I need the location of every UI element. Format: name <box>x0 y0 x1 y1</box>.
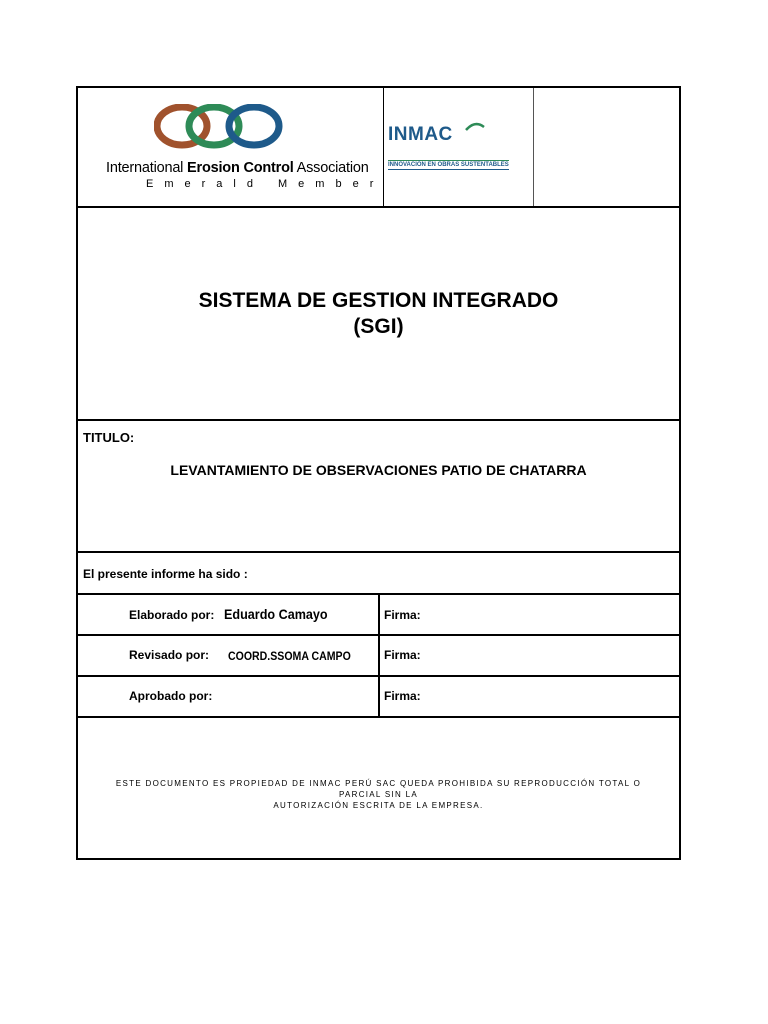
inmac-tagline: INNOVACIÓN EN OBRAS SUSTENTABLES <box>388 162 509 168</box>
header-logos <box>78 88 679 208</box>
row-divider <box>378 636 380 675</box>
ieca-rings-icon <box>154 104 308 150</box>
informe-label: El presente informe ha sido : <box>83 567 248 581</box>
inmac-swoosh-icon <box>464 122 486 132</box>
inmac-wordmark: INMAC <box>388 124 453 145</box>
ieca-name-part2: Association <box>293 160 369 176</box>
elaborado-firma-label: Firma: <box>384 608 421 622</box>
aprobado-firma-label: Firma: <box>384 689 421 703</box>
ownership-notice-line-2: AUTORIZACIÓN ESCRITA DE LA EMPRESA. <box>273 801 484 810</box>
aprobado-label: Aprobado por: <box>129 689 213 703</box>
titulo-label: TITULO: <box>83 430 135 445</box>
titulo-text: LEVANTAMIENTO DE OBSERVACIONES PATIO DE CHATARRA <box>170 462 587 478</box>
ownership-notice-line-1: ESTE DOCUMENTO ES PROPIEDAD DE INMAC PERÚ SAC QUEDA PROHIBIDA SU REPRODUCCIÓN TOTAL O PARCIAL SIN LA <box>115 779 642 799</box>
signature-row-elaborado <box>78 595 679 636</box>
elaborado-value: Eduardo Camayo <box>224 606 328 622</box>
ieca-name-part1: International <box>106 160 188 176</box>
title-line-1: SISTEMA DE GESTION INTEGRADO <box>198 289 559 312</box>
row-divider <box>378 595 380 634</box>
document-frame <box>76 86 681 860</box>
elaborado-label: Elaborado por: <box>129 608 215 622</box>
row-divider <box>378 677 380 716</box>
ieca-name <box>106 160 369 176</box>
ieca-member-label: Emerald Member <box>146 178 385 190</box>
ownership-notice <box>98 778 659 811</box>
ieca-logo <box>78 88 384 206</box>
informe-row <box>78 553 679 595</box>
revisado-value: COORD.SSOMA CAMPO <box>228 649 351 663</box>
revisado-label: Revisado por: <box>129 648 210 662</box>
sgi-title-block <box>78 208 679 421</box>
titulo-block <box>78 421 679 553</box>
inmac-logo <box>384 88 534 206</box>
title-line-2: (SGI) <box>353 315 404 338</box>
signature-row-revisado <box>78 636 679 677</box>
signature-row-aprobado <box>78 677 679 718</box>
footer-block <box>78 718 679 858</box>
revisado-firma-label: Firma: <box>384 648 421 662</box>
page-title <box>78 288 679 340</box>
ieca-name-bold: Erosion Control <box>187 160 294 176</box>
